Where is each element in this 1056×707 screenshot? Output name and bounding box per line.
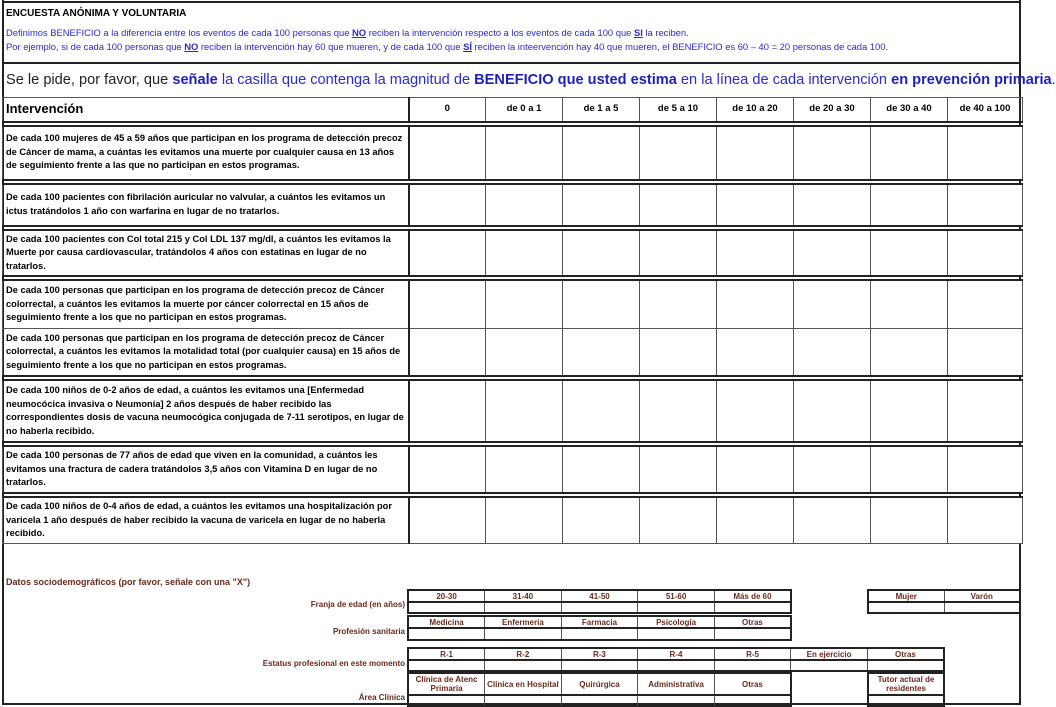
profession-option-4: Otras (714, 616, 791, 628)
table-header-row (3, 98, 1023, 122)
header-col-6: de 30 a 40 (871, 98, 948, 122)
status-label: Estatus profesional en este momento (262, 659, 405, 668)
answer-cell-row8-col3[interactable] (640, 497, 717, 543)
intervention-question: De cada 100 personas de 77 años de edad que viven en la comunidad, a cuántos les evitamos una fractura de cadera tratándolos 3,5 años con Vitamina D en lugar de no tratarlos. (3, 446, 409, 493)
profession-checkbox-0[interactable] (408, 628, 485, 640)
age-answer-row (408, 602, 791, 613)
instr-2: señale (172, 72, 218, 88)
sex-header-row (868, 590, 1020, 602)
age-checkbox-4[interactable] (714, 602, 791, 613)
answer-cell-row6-col6[interactable] (871, 380, 948, 442)
intro-1e: la reciben. (642, 27, 689, 38)
answer-cell-row3-col0[interactable] (409, 230, 486, 277)
profession-option-0: Medicina (408, 616, 485, 628)
header-col-1: de 0 a 1 (486, 98, 563, 122)
answer-cell-row1-col5[interactable] (794, 126, 871, 180)
intervention-question: De cada 100 niños de 0-4 años de edad, a cuántos les evitamos una hospitalización por varicela 1 año después de haber recibido la vacuna de varicela en lugar de no haberla recibido. (3, 497, 409, 543)
status-table (407, 647, 945, 672)
profession-label: Profesión sanitaria (332, 627, 405, 636)
instr-4: BENEFICIO que usted estima (474, 72, 677, 88)
profession-option-1: Enfermería (485, 616, 562, 628)
instr-5: en la línea de cada intervención (676, 72, 892, 88)
area-option-1: Clínica en Hospital (485, 673, 562, 695)
intervention-table (2, 97, 1023, 544)
tutor-checkbox-0[interactable] (868, 695, 944, 706)
answer-cell-row3-col1[interactable] (486, 230, 563, 277)
age-label: Franja de edad (en años) (310, 600, 405, 609)
profession-answer-row (408, 628, 791, 640)
tutor-answer-row (868, 695, 944, 706)
table-row (3, 230, 1023, 277)
status-option-4: R-5 (714, 648, 791, 660)
answer-cell-row8-col4[interactable] (717, 497, 794, 543)
age-checkbox-2[interactable] (561, 602, 638, 613)
answer-cell-row4-col0[interactable] (409, 280, 486, 328)
header-intervencion: Intervención (3, 98, 409, 122)
area-table (407, 672, 792, 707)
survey-title: ENCUESTA ANÓNIMA Y VOLUNTARIA (6, 8, 187, 19)
instruction-text (6, 71, 1056, 89)
sex-table (867, 589, 1021, 614)
intro-1d: SI (633, 27, 643, 38)
answer-cell-row3-col5[interactable] (794, 230, 871, 277)
area-label: Área Clínica (358, 693, 405, 702)
table-row (3, 126, 1023, 180)
age-checkbox-1[interactable] (485, 602, 562, 613)
answer-cell-row5-col3[interactable] (640, 328, 717, 376)
answer-cell-row1-col7[interactable] (948, 126, 1023, 180)
answer-cell-row2-col4[interactable] (717, 184, 794, 226)
answer-cell-row8-col0[interactable] (409, 497, 486, 543)
answer-cell-row1-col0[interactable] (409, 126, 486, 180)
intro-2c: reciben la intervención hay 60 que mueren, y de cada 100 que (198, 41, 464, 52)
answer-cell-row4-col3[interactable] (640, 280, 717, 328)
area-checkbox-3[interactable] (638, 695, 715, 706)
answer-cell-row5-col5[interactable] (794, 328, 871, 376)
intervention-question: De cada 100 pacientes con Col total 215 y Col LDL 137 mg/dl, a cuántos les evitamos la Muerte por causa cardiovascular, tratándolos 4 años con estatinas en lugar de no tratarlos. (3, 230, 409, 277)
answer-cell-row6-col0[interactable] (409, 380, 486, 442)
instr-7: . (1051, 72, 1056, 88)
answer-cell-row6-col5[interactable] (794, 380, 871, 442)
intro-text (6, 26, 888, 54)
age-checkbox-0[interactable] (408, 602, 485, 613)
answer-cell-row3-col4[interactable] (717, 230, 794, 277)
header-col-4: de 10 a 20 (717, 98, 794, 122)
status-checkbox-4[interactable] (714, 660, 791, 671)
answer-cell-row8-col6[interactable] (871, 497, 948, 543)
status-checkbox-5[interactable] (791, 660, 868, 671)
answer-cell-row6-col4[interactable] (717, 380, 794, 442)
instr-1: Se le pide, por favor, que (6, 72, 173, 88)
status-option-3: R-4 (638, 648, 715, 660)
instr-6: en prevención primaria (891, 72, 1052, 88)
area-header-row (408, 673, 791, 695)
demographics-title: Datos sociodemográficos (por favor, señale con una "X") (6, 577, 251, 587)
intro-line-2 (6, 40, 888, 54)
area-checkbox-4[interactable] (714, 695, 791, 706)
answer-cell-row7-col1[interactable] (486, 446, 563, 493)
table-row (3, 280, 1023, 328)
answer-cell-row7-col7[interactable] (948, 446, 1023, 493)
intro-2a: Por ejemplo, si de cada 100 personas que (6, 41, 185, 52)
answer-cell-row5-col4[interactable] (717, 328, 794, 376)
answer-cell-row8-col2[interactable] (563, 497, 640, 543)
table-row (3, 328, 1023, 376)
answer-cell-row7-col2[interactable] (563, 446, 640, 493)
answer-cell-row4-col1[interactable] (486, 280, 563, 328)
answer-cell-row1-col1[interactable] (486, 126, 563, 180)
status-option-6: Otras (867, 648, 944, 660)
answer-cell-row2-col1[interactable] (486, 184, 563, 226)
header-col-3: de 5 a 10 (640, 98, 717, 122)
area-option-3: Administrativa (638, 673, 715, 695)
intro-line-1 (6, 26, 888, 40)
answer-cell-row6-col7[interactable] (948, 380, 1023, 442)
answer-cell-row5-col7[interactable] (948, 328, 1023, 376)
header-col-0: 0 (409, 98, 486, 122)
instr-3: la casilla que contenga la magnitud de (217, 72, 475, 88)
status-checkbox-1[interactable] (485, 660, 562, 671)
status-checkbox-3[interactable] (638, 660, 715, 671)
age-checkbox-3[interactable] (638, 602, 715, 613)
profession-header-row (408, 616, 791, 628)
answer-cell-row7-col3[interactable] (640, 446, 717, 493)
answer-cell-row4-col6[interactable] (871, 280, 948, 328)
status-option-0: R-1 (408, 648, 485, 660)
answer-cell-row5-col0[interactable] (409, 328, 486, 376)
answer-cell-row1-col6[interactable] (871, 126, 948, 180)
age-option-3: 51-60 (638, 590, 715, 602)
answer-cell-row7-col4[interactable] (717, 446, 794, 493)
tutor-table (867, 672, 945, 707)
age-header-row (408, 590, 791, 602)
area-checkbox-0[interactable] (408, 695, 485, 706)
profession-checkbox-2[interactable] (561, 628, 638, 640)
table-row (3, 380, 1023, 442)
answer-cell-row4-col5[interactable] (794, 280, 871, 328)
answer-cell-row5-col2[interactable] (563, 328, 640, 376)
area-option-2: Quirúrgica (561, 673, 638, 695)
status-checkbox-2[interactable] (561, 660, 638, 671)
sex-answer-row (868, 602, 1020, 613)
intro-2e: reciben la inteervención hay 40 que mueren, el BENEFICIO es 60 – 40 = 20 personas de cada 100. (471, 41, 889, 52)
age-table (407, 589, 792, 614)
status-option-2: R-3 (561, 648, 638, 660)
status-checkbox-0[interactable] (408, 660, 485, 671)
answer-cell-row1-col2[interactable] (563, 126, 640, 180)
answer-cell-row2-col6[interactable] (871, 184, 948, 226)
answer-cell-row2-col5[interactable] (794, 184, 871, 226)
answer-cell-row2-col2[interactable] (563, 184, 640, 226)
status-option-5: En ejercicio (791, 648, 868, 660)
answer-cell-row2-col0[interactable] (409, 184, 486, 226)
answer-cell-row6-col1[interactable] (486, 380, 563, 442)
answer-cell-row4-col7[interactable] (948, 280, 1023, 328)
status-checkbox-6[interactable] (867, 660, 944, 671)
answer-cell-row1-col3[interactable] (640, 126, 717, 180)
intervention-question: De cada 100 personas que participan en los programa de detección precoz de Cáncer colorrectal, a cuántos les evitamos la muerte por cáncer colorrectal en 15 años de seguimiento frente a los que no participan en estos programas. (3, 280, 409, 328)
answer-cell-row5-col1[interactable] (486, 328, 563, 376)
table-row (3, 497, 1023, 543)
age-option-4: Más de 60 (714, 590, 791, 602)
area-option-0: Clínica de Atenc Primaria (408, 673, 485, 695)
tutor-header-row (868, 673, 944, 695)
profession-option-3: Psicología (638, 616, 715, 628)
age-option-1: 31-40 (485, 590, 562, 602)
answer-cell-row4-col2[interactable] (563, 280, 640, 328)
area-checkbox-1[interactable] (485, 695, 562, 706)
answer-cell-row3-col7[interactable] (948, 230, 1023, 277)
intervention-question: De cada 100 personas que participan en los programa de detección precoz de Cáncer colorrectal, a cuántos les evitamos la motalidad total (por cualquier causa) en 15 años de seguimiento frente a los que no participan en estos programas. (3, 328, 409, 376)
table-row (3, 184, 1023, 226)
answer-cell-row8-col7[interactable] (948, 497, 1023, 543)
answer-cell-row4-col4[interactable] (717, 280, 794, 328)
profession-table (407, 615, 792, 641)
profession-checkbox-4[interactable] (714, 628, 791, 640)
header-col-2: de 1 a 5 (563, 98, 640, 122)
area-option-4: Otras (714, 673, 791, 695)
area-answer-row (408, 695, 791, 706)
intro-1b: NO (352, 27, 367, 38)
intro-2d: SÍ (463, 41, 472, 52)
answer-cell-row3-col3[interactable] (640, 230, 717, 277)
answer-cell-row8-col1[interactable] (486, 497, 563, 543)
answer-cell-row3-col2[interactable] (563, 230, 640, 277)
tutor-option-0: Tutor actual de residentes (868, 673, 944, 695)
top-border (2, 1, 1021, 3)
sex-option-0: Mujer (868, 590, 944, 602)
age-option-0: 20-30 (408, 590, 485, 602)
intervention-question: De cada 100 pacientes con fibrilación auricular no valvular, a cuántos les evitamos un ictus tratándolos 1 año con warfarina en lugar de no tratarlos. (3, 184, 409, 226)
intervention-question: De cada 100 mujeres de 45 a 59 años que participan en los programa de detección precoz de Cáncer de mama, a cuántas les evitamos una muerte por cualquier causa en 13 años de seguimiento frente a las que no participan en estos programas. (3, 126, 409, 180)
table-row (3, 446, 1023, 493)
age-option-2: 41-50 (561, 590, 638, 602)
sex-checkbox-1[interactable] (944, 602, 1020, 613)
answer-cell-row6-col3[interactable] (640, 380, 717, 442)
separator (2, 62, 1021, 64)
header-col-7: de 40 a 100 (948, 98, 1023, 122)
answer-cell-row7-col5[interactable] (794, 446, 871, 493)
intro-1c: reciben la intervención respecto a los eventos de cada 100 que (366, 27, 634, 38)
answer-cell-row7-col6[interactable] (871, 446, 948, 493)
answer-cell-row2-col7[interactable] (948, 184, 1023, 226)
answer-cell-row1-col4[interactable] (717, 126, 794, 180)
profession-checkbox-1[interactable] (485, 628, 562, 640)
sex-option-1: Varón (944, 590, 1020, 602)
answer-cell-row5-col6[interactable] (871, 328, 948, 376)
profession-checkbox-3[interactable] (638, 628, 715, 640)
header-col-5: de 20 a 30 (794, 98, 871, 122)
answer-cell-row3-col6[interactable] (871, 230, 948, 277)
status-header-row (408, 648, 944, 660)
answer-cell-row6-col2[interactable] (563, 380, 640, 442)
profession-option-2: Farmacia (561, 616, 638, 628)
area-checkbox-2[interactable] (561, 695, 638, 706)
answer-cell-row8-col5[interactable] (794, 497, 871, 543)
intro-1a: Definimos BENEFICIO a la diferencia entre los eventos de cada 100 personas que (6, 27, 353, 38)
intro-2b: NO (184, 41, 199, 52)
answer-cell-row2-col3[interactable] (640, 184, 717, 226)
answer-cell-row7-col0[interactable] (409, 446, 486, 493)
status-option-1: R-2 (485, 648, 562, 660)
sex-checkbox-0[interactable] (868, 602, 944, 613)
intervention-question: De cada 100 niños de 0-2 años de edad, a cuántos les evitamos una [Enfermedad neumocócica invasiva o Neumonía] 2 años después de haber recibido las correspondientes dosis de vacuna neumocógica conjugada de 7-11 serotipos, en lugar de no haberla recibido. (3, 380, 409, 442)
status-answer-row (408, 660, 944, 671)
